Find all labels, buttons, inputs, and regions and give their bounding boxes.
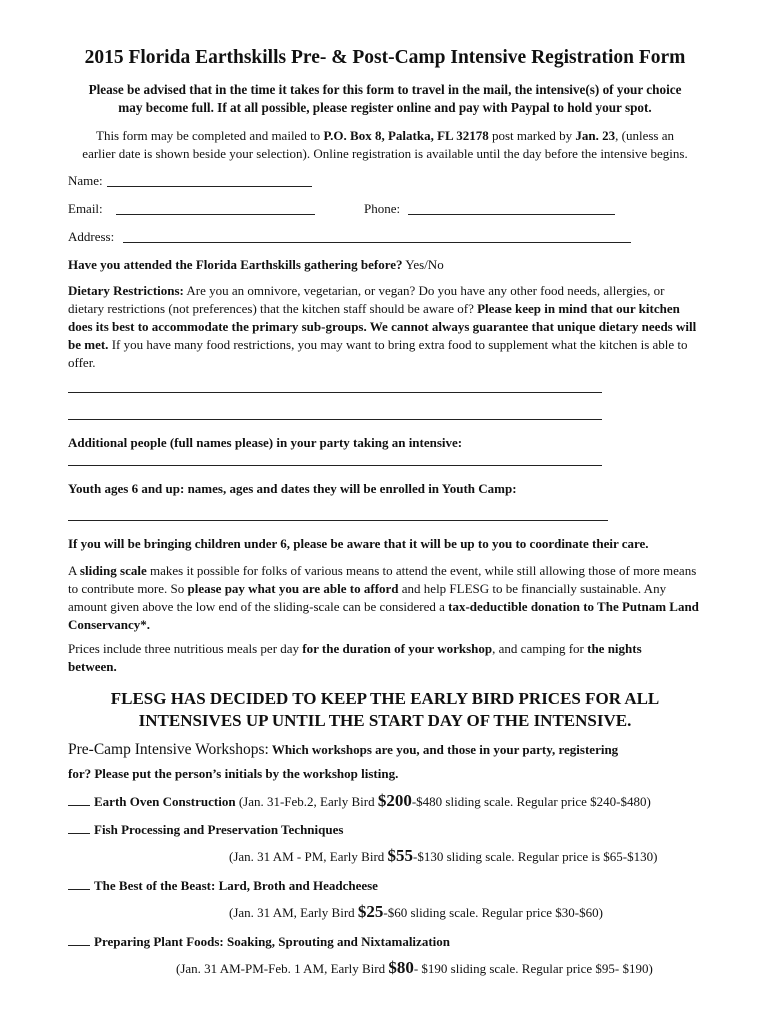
initials-field[interactable] bbox=[68, 793, 90, 806]
dietary-bold-note: Please keep in mind that our kitchen does its best to accommodate the primary sub-groups. We cannot always guarantee that unique dietary needs will be met. bbox=[68, 301, 697, 352]
prices-text: Prices include three nutritious meals per day bbox=[68, 641, 303, 656]
workshop-details: (Jan. 31 AM-PM-Feb. 1 AM, Early Bird bbox=[176, 961, 389, 976]
workshop-details: (Jan. 31-Feb.2, Early Bird bbox=[235, 794, 378, 809]
pay-what-you-can-note: please pay what you are able to afford bbox=[187, 581, 399, 596]
precamp-heading: Pre-Camp Intensive Workshops bbox=[68, 741, 265, 758]
additional-people-label: Additional people (full names please) in your party taking an intensive: bbox=[68, 435, 463, 450]
initials-field[interactable] bbox=[68, 933, 90, 946]
prices-text: , and camping for bbox=[492, 641, 588, 656]
workshop-earth-oven bbox=[68, 791, 651, 811]
precamp-heading-line bbox=[68, 741, 618, 759]
form-title: 2015 Florida Earthskills Pre- & Post-Camp Intensive Registration Form bbox=[84, 47, 686, 68]
workshop-details: -$130 sliding scale. Regular price is $65-$130) bbox=[413, 849, 658, 864]
mail-text: post marked by bbox=[488, 128, 576, 143]
name-field[interactable] bbox=[107, 186, 312, 187]
nights-between-note: the nights between. bbox=[68, 641, 642, 674]
sliding-scale-term: sliding scale bbox=[79, 563, 147, 578]
dietary-answer-line-2[interactable] bbox=[68, 419, 602, 420]
dietary-text: If you have many food restrictions, you may want to bring extra food to supplement what the kitchen is able to offer. bbox=[68, 337, 688, 370]
additional-people-field[interactable] bbox=[68, 465, 602, 466]
children-under-6-note: If you will be bringing children under 6, please be aware that it will be up to you to coordinate their care. bbox=[68, 536, 649, 551]
email-field[interactable] bbox=[116, 214, 315, 215]
sliding-text: makes it possible for folks of various means to attend the event, while still allowing those of more means to contribute more. So bbox=[68, 563, 697, 596]
early-bird-price: $25 bbox=[357, 902, 384, 921]
youth-camp-label: Youth ages 6 and up: names, ages and dates they will be enrolled in Youth Camp: bbox=[68, 481, 517, 496]
early-bird-price: $55 bbox=[387, 846, 414, 865]
announcement-line-2: INTENSIVES UP UNTIL THE START DAY OF THE INTENSIVE. bbox=[138, 711, 632, 730]
prices-include-paragraph bbox=[68, 640, 668, 676]
workshop-name: The Best of the Beast: Lard, Broth and Headcheese bbox=[94, 878, 378, 893]
early-bird-price: $200 bbox=[377, 791, 412, 810]
address-field[interactable] bbox=[123, 242, 631, 243]
early-bird-announcement bbox=[0, 688, 770, 732]
attended-question bbox=[68, 256, 444, 274]
dietary-label: Dietary Restrictions: bbox=[68, 283, 184, 298]
dietary-answer-line-1[interactable] bbox=[68, 392, 602, 393]
precamp-question-line-2: for? Please put the person’s initials by the workshop listing. bbox=[68, 766, 399, 781]
phone-label: Phone: bbox=[364, 201, 401, 216]
mail-address: P.O. Box 8, Palatka, FL 32178 bbox=[323, 128, 489, 143]
email-label: Email: bbox=[68, 201, 103, 216]
dietary-restrictions-paragraph bbox=[68, 282, 700, 372]
sliding-scale-paragraph bbox=[68, 562, 708, 634]
workshop-plant-foods-details bbox=[176, 958, 653, 978]
workshop-fish-processing-details bbox=[229, 846, 657, 866]
tax-deductible-note: tax-deductible donation to The Putnam Land Conservancy*. bbox=[68, 599, 699, 632]
mailing-instructions-line-1 bbox=[0, 127, 770, 145]
initials-field[interactable] bbox=[68, 877, 90, 890]
workshop-details: -$60 sliding scale. Regular price $30-$60) bbox=[383, 905, 603, 920]
workshop-best-of-beast bbox=[68, 877, 378, 894]
workshop-best-of-beast-details bbox=[229, 902, 603, 922]
workshop-fish-processing bbox=[68, 821, 343, 838]
early-bird-price: $80 bbox=[388, 958, 414, 977]
name-label: Name: bbox=[68, 173, 103, 188]
dietary-text: Are you an omnivore, vegetarian, or vegan? Do you have any other food needs, allergies, or dietary restrictions (not preferences) that the kitchen staff should be aware of? bbox=[68, 283, 665, 316]
attended-question-text: Have you attended the Florida Earthskills gathering before? bbox=[68, 257, 403, 272]
youth-camp-field[interactable] bbox=[68, 520, 608, 521]
workshop-name: Preparing Plant Foods: Soaking, Sprouting and Nixtamalization bbox=[94, 934, 450, 949]
workshop-details: -$480 sliding scale. Regular price $240-$480) bbox=[411, 794, 651, 809]
precamp-colon: : bbox=[264, 741, 269, 758]
workshop-plant-foods bbox=[68, 933, 450, 950]
workshop-name: Earth Oven Construction bbox=[94, 794, 236, 809]
workshop-duration-note: for the duration of your workshop bbox=[302, 641, 493, 656]
sliding-text: A bbox=[68, 563, 80, 578]
initials-field[interactable] bbox=[68, 821, 90, 834]
announcement-line-1: FLESG HAS DECIDED TO KEEP THE EARLY BIRD PRICES FOR ALL bbox=[110, 689, 660, 708]
workshop-details: (Jan. 31 AM, Early Bird bbox=[229, 905, 358, 920]
notice-line-2: may become full. If at all possible, please register online and pay with Paypal to hold your spot. bbox=[118, 100, 652, 115]
attended-options[interactable]: Yes/No bbox=[402, 257, 444, 272]
sliding-text: and help FLESG to be financially sustainable. Any amount given above the low end of the sliding-scale can be considered a bbox=[68, 581, 667, 614]
precamp-question: Which workshops are you, and those in your party, registering bbox=[268, 742, 619, 757]
mail-text: , (unless an bbox=[615, 128, 674, 143]
mail-text: This form may be completed and mailed to bbox=[96, 128, 324, 143]
phone-field[interactable] bbox=[408, 214, 615, 215]
workshop-details: (Jan. 31 AM - PM, Early Bird bbox=[229, 849, 388, 864]
mail-deadline: Jan. 23 bbox=[575, 128, 616, 143]
notice-line-1: Please be advised that in the time it takes for this form to travel in the mail, the intensive(s) of your choice bbox=[88, 82, 682, 97]
mailing-instructions-line-2: earlier date is shown beside your selection). Online registration is available until the day before the intensive begins. bbox=[82, 146, 688, 161]
workshop-details: - $190 sliding scale. Regular price $95- $190) bbox=[413, 961, 653, 976]
address-label: Address: bbox=[68, 229, 115, 244]
workshop-name: Fish Processing and Preservation Techniques bbox=[94, 822, 344, 837]
